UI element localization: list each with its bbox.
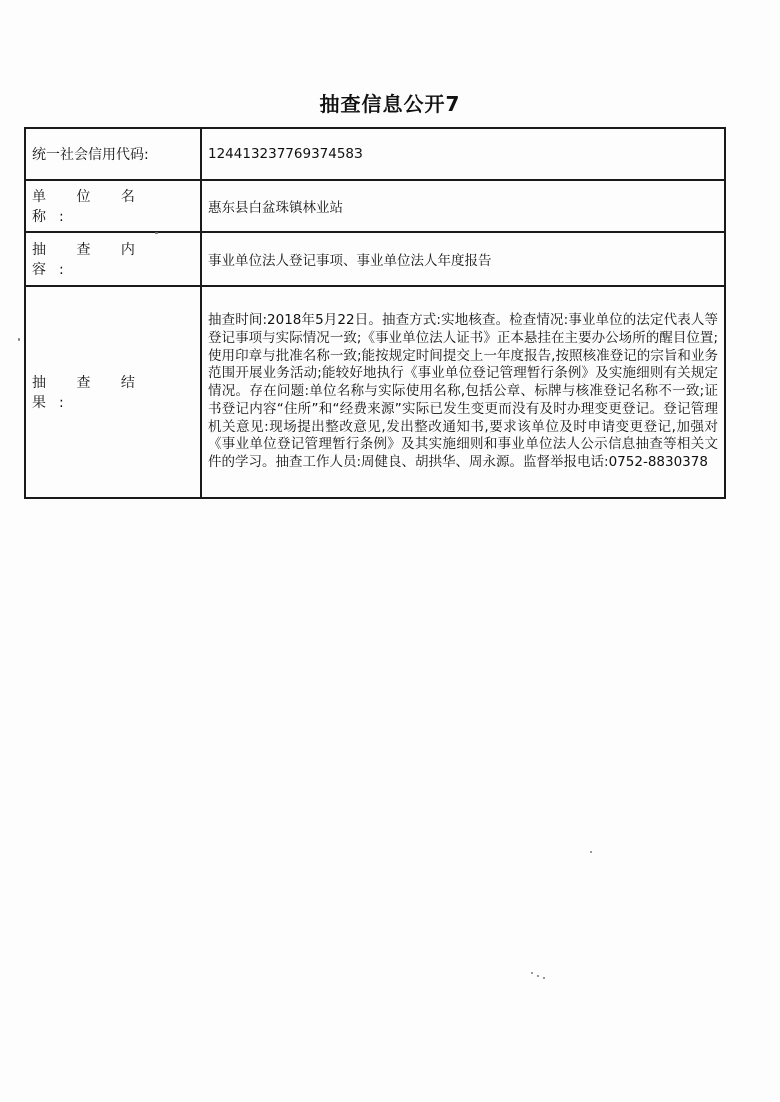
document-title: 抽查信息公开7 [319,92,461,116]
scan-speck [590,851,592,853]
scan-speck [537,975,539,977]
table-row [25,180,725,232]
unit-name-value: 惠东县白盆珠镇林业站 [201,180,725,232]
credit-code-value: 12441323776937458З [201,128,725,180]
inspection-result-value: 抽查时间:2018年5月22日。抽查方式:实地核查。检查情况:事业单位的法定代表人等登记事项与实际情况一致;《事业单位法人证书》正本悬挂在主要办公场所的醒目位置;使用印章与批准名称一致;能按规定时间提交上一年度报告,按照核准登记的宗旨和业务范围开展业务活动;能较好地执行《事业单位登记管理暂行条例》及实施细则有关规定情况。存在问题:单位名称与实际使用名称,包括公章、标牌与核准登记名称不一致;证书登记内容“住所”和“经费来源”实际已发生变更而没有及时办理变更登记。登记管理机关意见:现场提出整改意见,发出整改通知书,要求该单位及时申请变更登记,加强对《事业单位登记管理暂行条例》及其实施细则和事业单位法人公示信息抽查等相关文件的学习。抽查工作人员:周健良、胡拱华、周永源。监督举报电话:0752-8830378 [201,286,725,498]
credit-code-label: 统一社会信用代码: [25,128,201,180]
table-row [25,232,725,286]
inspection-content-label: 抽 查 内 容: [25,232,201,286]
scan-speck [18,338,20,341]
table-row [25,286,725,498]
scan-speck [155,232,158,234]
unit-name-label: 单 位 名 称: [25,180,201,232]
inspection-content-value: 事业单位法人登记事项、事业单位法人年度报告 [201,232,725,286]
scan-speck [543,977,545,979]
inspection-result-label: 抽 查 结 果: [25,286,201,498]
scan-speck [531,972,533,974]
inspection-info-table [24,127,726,499]
table-row [25,128,725,180]
